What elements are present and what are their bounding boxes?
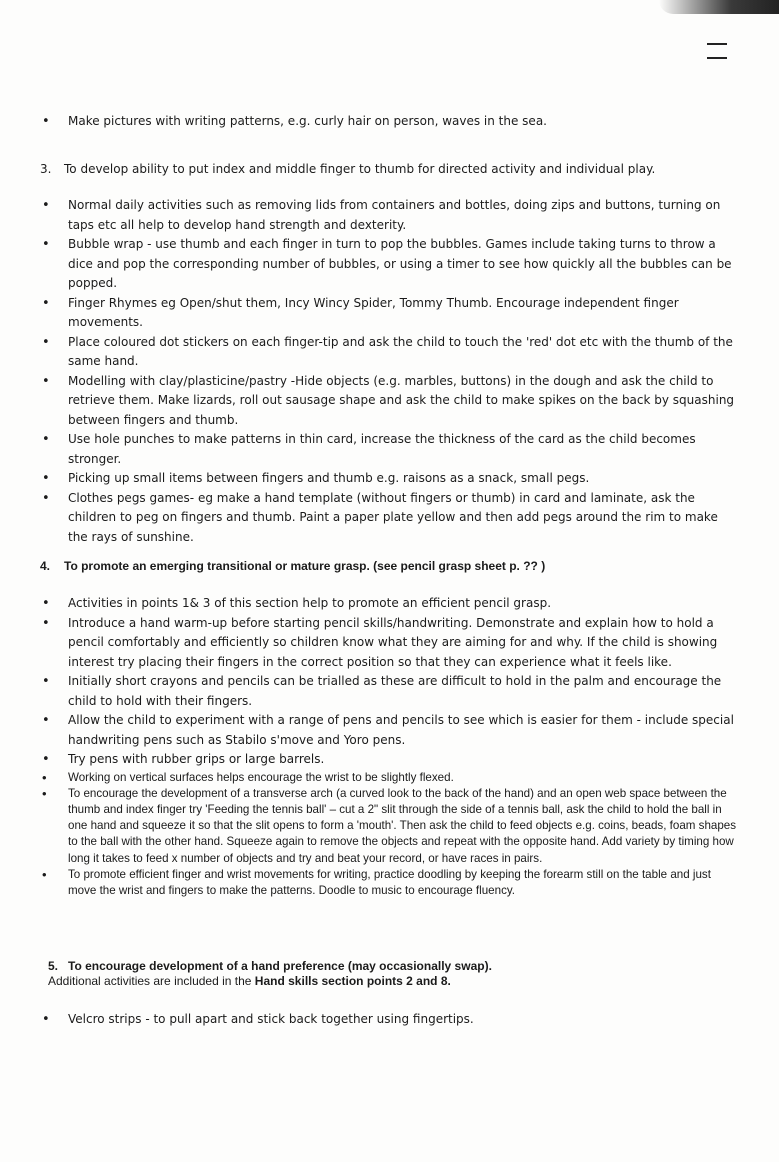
section-heading [40,160,740,179]
section-4-list [40,594,740,899]
list-item: • Modelling with clay/plasticine/pastry -Hide objects (e.g. marbles, buttons) in the dough and ask the child to retrieve them. Make lizards, roll out sausage shape and ask the child to make spikes on the back by squashing between fingers and thumb. [40,372,740,431]
list-item: • Clothes pegs games- eg make a hand template (without fingers or thumb) in card and laminate, ask the children to peg on fingers and thumb. Paint a paper plate yellow and then add pegs around the rim to make the rays of sunshine. [40,489,740,548]
section-title: To encourage development of a hand preference (may occasionally swap). [68,959,492,973]
list-item: • Allow the child to experiment with a range of pens and pencils to see which is easier for them - include special handwriting pens such as Stabilo s'move and Yoro pens. [40,711,740,750]
list-item: • Activities in points 1& 3 of this section help to promote an efficient pencil grasp. [40,594,740,614]
section-heading [40,557,740,576]
list-item: • To promote efficient finger and wrist movements for writing, practice doodling by keeping the forearm still on the table and just move the wrist and fingers to make the patterns. Doodle to music to encourage fluency. [40,867,740,899]
intro-block [40,112,740,132]
list-item: • Make pictures with writing patterns, e.g. curly hair on person, waves in the sea. [40,112,740,132]
section-title: To develop ability to put index and middle finger to thumb for directed activity and individual play. [64,162,656,176]
list-item: • Normal daily activities such as removing lids from containers and bottles, doing zips and buttons, turning on taps etc all help to develop hand strength and dexterity. [40,196,740,235]
list-item: • Picking up small items between fingers and thumb e.g. raisons as a snack, small pegs. [40,469,740,489]
section-number: 3. [40,162,52,176]
list-item: • Place coloured dot stickers on each finger-tip and ask the child to touch the 'red' dot etc with the thumb of the same hand. [40,333,740,372]
scan-corner-shadow [659,0,779,14]
section-5-note [48,974,748,988]
section-5-list [40,1010,740,1030]
section-number: 5. [48,959,59,973]
note-bold-text: Hand skills section points 2 and 8. [254,974,451,988]
list-item: • Working on vertical surfaces helps encourage the wrist to be slightly flexed. [40,770,740,786]
list-item: • Velcro strips - to pull apart and stick back together using fingertips. [40,1010,740,1030]
section-3 [40,160,740,179]
scan-dash-marks [707,34,757,37]
list-item: • Use hole punches to make patterns in thin card, increase the thickness of the card as the child becomes stronger. [40,430,740,469]
list-item: • Try pens with rubber grips or large barrels. [40,750,740,770]
list-item: • Initially short crayons and pencils can be trialled as these are difficult to hold in the palm and encourage the child to hold with their fingers. [40,672,740,711]
section-3-list [40,196,740,547]
list-item: • Finger Rhymes eg Open/shut them, Incy Wincy Spider, Tommy Thumb. Encourage independent finger movements. [40,294,740,333]
list-item: • To encourage the development of a transverse arch (a curved look to the back of the hand) and an open web space between the thumb and index finger try 'Feeding the tennis ball' – cut a 2" slit through the side of a tennis ball, ask the child to hold the ball in one hand and squeeze it so that the slit opens to form a 'mouth'. Then ask the child to feed objects e.g. coins, beads, foam shapes to the ball with the other hand. Squeeze again to remove the objects and repeat with the opposite hand. Add variety by timing how long it takes to feed x number of objects and try and beat your record, or have races in pairs. [40,786,740,867]
note-text: Additional activities are included in the [48,974,255,988]
section-4 [40,557,740,576]
list-item: • Bubble wrap - use thumb and each finger in turn to pop the bubbles. Games include taking turns to throw a dice and pop the corresponding number of bubbles, or using a timer to see how quickly all the bubbles can be popped. [40,235,740,294]
section-title: To promote an emerging transitional or mature grasp. (see pencil grasp sheet p. ?? ) [64,559,546,573]
list-item: • Introduce a hand warm-up before starting pencil skills/handwriting. Demonstrate and explain how to hold a pencil comfortably and efficiently so children know what they are aiming for and why. If the child is showing interest try placing their fingers in the correct position so that they can experience what it feels like. [40,614,740,673]
section-number: 4. [40,559,51,573]
